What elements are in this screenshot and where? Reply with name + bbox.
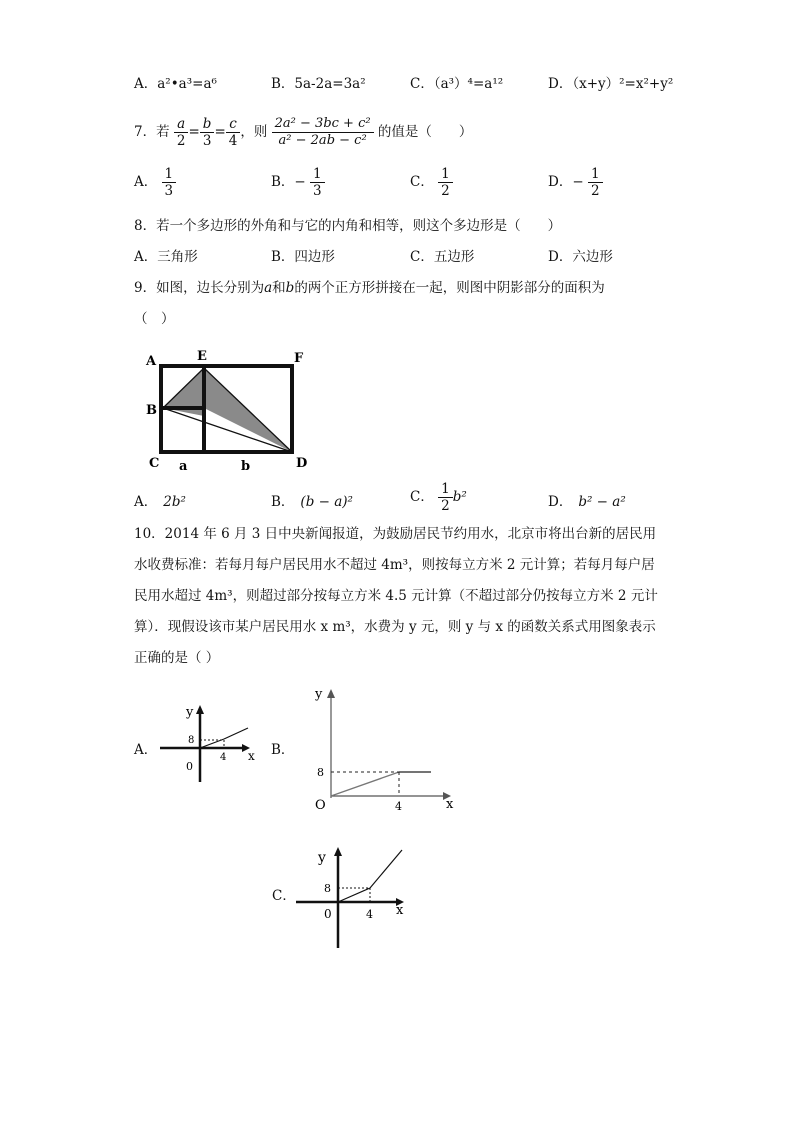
q10-graph-b[interactable] <box>305 684 465 814</box>
q9-option-c-label: C． <box>410 489 434 505</box>
q9-option-a-text: 2b² <box>163 494 186 510</box>
q10-stem <box>134 519 664 674</box>
q10-line-4: 算）．现假设该市某户居民用水 x m³，水费为 y 元，则 y 与 x 的函数关系式用图象表示 <box>134 619 656 635</box>
q7-option-c-frac: $\frac{1}{2}$ <box>438 166 453 199</box>
q7-option-c[interactable] <box>410 166 453 199</box>
q9-option-d[interactable] <box>548 490 626 510</box>
q7-then: ，则 <box>240 124 268 140</box>
q10-graph-a-tick-8: 8 <box>188 735 195 746</box>
q9-option-a-label: A． <box>134 494 158 510</box>
q7-expression: $\frac{\text{2a² − 3bc + c²}}{\text{a² − 2ab − c²}}$ <box>272 116 374 149</box>
q10-graph-b-tick-4: 4 <box>395 800 402 813</box>
q10-line-5: 正确的是（ ） <box>134 650 220 666</box>
q10-graph-a-y-label: y <box>186 705 194 720</box>
q9-option-b-label: B． <box>271 494 295 510</box>
q9-figure <box>140 344 315 476</box>
q6-option-d-text: （x+y）²=x²+y² <box>572 76 674 92</box>
q10-graph-b-segment-1 <box>331 772 399 796</box>
q7-option-d-label: D． <box>548 174 573 190</box>
q10-graph-c-y-arrow <box>334 847 342 856</box>
q7-frac-b3: $\frac{b}{3}$ <box>200 116 215 149</box>
q6-option-c[interactable] <box>410 72 503 92</box>
q9-var-b: b <box>285 280 295 296</box>
q9-option-b[interactable] <box>271 490 353 510</box>
q8-option-a[interactable]: A．三角形 <box>134 249 198 265</box>
q6-option-a-label: A． <box>134 76 158 92</box>
q6-option-b-text: 5a-2a=3a² <box>294 76 366 92</box>
q7-stem: 7．若 $\frac{a}{2}$ = $\frac{b}{3}$ = $\frac{c}{4}$ ，则 $\frac{\text{2a² − 3bc + c²}}{\text{a² − 2ab − c²}}$ 的值是（ ） <box>134 116 473 149</box>
q7-number: 7．若 <box>134 124 170 140</box>
q7-option-b-sign: − <box>294 174 306 190</box>
q10-graph-c[interactable] <box>292 842 417 950</box>
q10-graph-c-segment-1 <box>338 888 370 902</box>
q9-option-b-text: (b − a)² <box>300 494 353 510</box>
q9-option-c-frac: $\frac{1}{2}$ <box>438 481 453 514</box>
q9-label-D: D <box>296 456 308 471</box>
q10-option-a-label[interactable]: A． <box>134 742 158 758</box>
q10-graph-a-segment-2 <box>224 728 248 739</box>
q7-option-d[interactable] <box>548 166 603 199</box>
q9-paren: （ ） <box>134 311 175 327</box>
q8-stem: 8．若一个多边形的外角和与它的内角和相等，则这个多边形是（ ） <box>134 218 562 234</box>
q9-label-C: C <box>149 456 160 471</box>
q7-option-b-label: B． <box>271 174 295 190</box>
q8-option-c[interactable]: C．五边形 <box>410 249 475 265</box>
q9-label-B: B <box>146 403 157 418</box>
q10-graph-c-tick-4: 4 <box>366 908 373 921</box>
q10-graph-b-x-label: x <box>446 797 454 812</box>
q10-graph-c-origin: 0 <box>324 907 332 921</box>
q9-option-c-tail: b² <box>452 489 467 505</box>
q6-option-c-label: C． <box>410 76 434 92</box>
q8-option-d[interactable]: D．六边形 <box>548 249 613 265</box>
q9-option-d-label: D． <box>548 494 573 510</box>
q10-graph-b-y-label: y <box>315 687 323 702</box>
q10-line-3: 民用水超过 4m³，则超过部分按每立方米 4.5 元计算（不超过部分仍按每立方米 2 元计 <box>134 588 658 604</box>
q9-stem-post: 的两个正方形拼接在一起，则图中阴影部分的面积为 <box>294 280 605 296</box>
q7-option-c-label: C． <box>410 174 434 190</box>
q10-graph-b-origin: O <box>315 798 326 813</box>
q10-graph-a-x-label: x <box>248 749 255 763</box>
q10-graph-a-tick-4: 4 <box>220 752 227 763</box>
q7-option-a[interactable] <box>134 166 176 199</box>
q7-option-a-label: A． <box>134 174 158 190</box>
q9-stem-mid: 和 <box>272 280 286 296</box>
q9-label-a: a <box>179 459 188 474</box>
q10-graph-b-y-arrow <box>327 689 335 698</box>
q10-graph-c-x-label: x <box>396 903 404 918</box>
q9-option-c[interactable] <box>410 481 467 514</box>
q7-option-b-frac: $\frac{1}{3}$ <box>310 166 325 199</box>
q10-graph-b-tick-8: 8 <box>317 766 324 779</box>
q10-graph-c-segment-2 <box>370 850 402 888</box>
q6-option-a[interactable] <box>134 72 217 92</box>
q10-option-c-label[interactable]: C． <box>272 888 296 904</box>
q6-option-d[interactable] <box>548 72 673 92</box>
q9-label-A: A <box>146 354 157 369</box>
q7-tail: 的值是（ ） <box>377 124 473 140</box>
q9-var-a: a <box>264 280 273 296</box>
q8-option-b[interactable]: B．四边形 <box>271 249 335 265</box>
q9-label-b: b <box>241 459 251 474</box>
q10-graph-a-origin: 0 <box>186 760 193 773</box>
q9-stem <box>134 276 605 296</box>
q9-label-F: F <box>294 351 304 366</box>
q9-option-d-text: b² − a² <box>578 494 626 510</box>
q6-option-b[interactable] <box>271 72 366 92</box>
q10-graph-c-tick-8: 8 <box>324 882 331 895</box>
q10-graph-c-y-label: y <box>318 850 326 866</box>
q10-graph-a-y-arrow <box>196 705 204 714</box>
q10-option-b-label[interactable]: B． <box>271 742 295 758</box>
q6-option-c-text: （a³）⁴=a¹² <box>433 76 504 92</box>
q7-option-d-frac: $\frac{1}{2}$ <box>588 166 603 199</box>
q9-stem-pre: 9．如图，边长分别为 <box>134 280 265 296</box>
q9-label-E: E <box>197 349 207 364</box>
q10-line-1: 10．2014 年 6 月 3 日中央新闻报道，为鼓励居民节约用水，北京市将出台新的居民用 <box>134 526 657 542</box>
q9-option-a[interactable] <box>134 490 186 510</box>
q7-option-d-sign: − <box>572 174 584 190</box>
q10-graph-a[interactable] <box>158 702 260 782</box>
q7-frac-c4: $\frac{c}{4}$ <box>226 116 241 149</box>
q6-option-d-label: D． <box>548 76 573 92</box>
q10-line-2: 水收费标准：若每月每户居民用水不超过 4m³，则按每立方米 2 元计算；若每月每户居 <box>134 557 655 573</box>
q7-option-b[interactable] <box>271 166 325 199</box>
q7-frac-a2: $\frac{a}{2}$ <box>174 116 189 149</box>
q6-option-b-label: B． <box>271 76 295 92</box>
q7-option-a-frac: $\frac{1}{3}$ <box>162 166 177 199</box>
q6-option-a-text: a²•a³=a⁶ <box>157 76 217 92</box>
